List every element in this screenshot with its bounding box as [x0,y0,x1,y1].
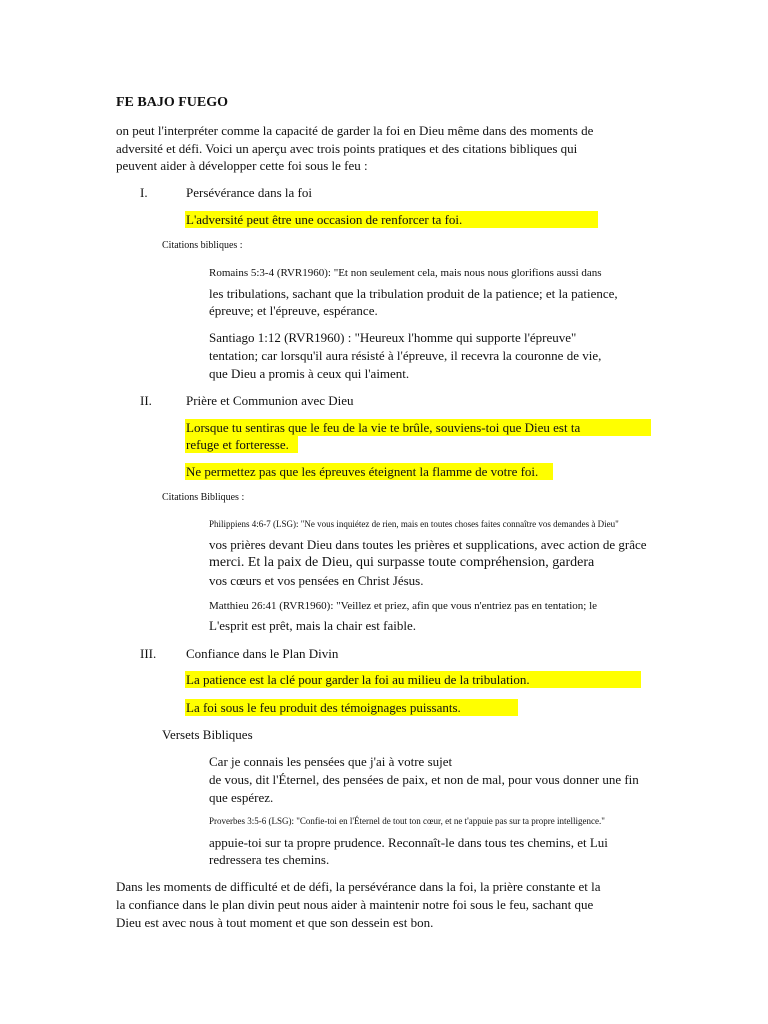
section-1-citations-label: Citations bibliques : [162,240,243,251]
section-2-numeral: II. [140,393,152,408]
section-1-verse-2-line-1: Santiago 1:12 (RVR1960) : "Heureux l'homme qui supporte l'épreuve" [209,330,577,345]
section-3-numeral: III. [140,646,157,661]
section-3-verse-2-line-1: Proverbes 3:5-6 (LSG): "Confie-toi en l'Éternel de tout ton cœur, et ne t'appuie pas sur ta propre intelligence." [209,816,605,826]
section-1-numeral: I. [140,185,148,200]
section-1-highlight-1: L'adversité peut être une occasion de renforcer ta foi. [186,212,463,227]
section-1-verse-2-line-3: que Dieu a promis à ceux qui l'aiment. [209,366,410,381]
section-2-verse-1-line-3: merci. Et la paix de Dieu, qui surpasse toute compréhension, gardera [209,555,595,570]
conclusion-line-3: Dieu est avec nous à tout moment et que son dessein est bon. [116,915,434,930]
section-1-verse-2-line-2: tentation; car lorsqu'il aura résisté à l'épreuve, il recevra la couronne de vie, [209,348,602,363]
section-1-heading: Persévérance dans la foi [186,185,312,200]
section-3-verse-2-line-2: appuie-toi sur ta propre prudence. Reconnaît-le dans tous tes chemins, et Lui [209,835,608,850]
section-3-highlight-1: La patience est la clé pour garder la foi au milieu de la tribulation. [186,672,530,687]
intro-line-2: adversité et défi. Voici un aperçu avec trois points pratiques et des citations bibliques qui [116,141,578,156]
section-2-highlight-1-line-1: Lorsque tu sentiras que le feu de la vie te brûle, souviens-toi que Dieu est ta [186,420,581,435]
section-3-verse-1-line-1: Car je connais les pensées que j'ai à votre sujet [209,754,453,769]
section-2-verse-1-line-4: vos cœurs et vos pensées en Christ Jésus. [209,573,424,588]
section-2-verse-1-line-1: Philippiens 4:6-7 (LSG): "Ne vous inquiétez de rien, mais en toutes choses faites connaître vos demandes à Dieu" [209,519,619,529]
section-2-highlight-1-line-2: refuge et forteresse. [186,437,289,452]
section-3-heading: Confiance dans le Plan Divin [186,646,339,661]
section-2-highlight-2: Ne permettez pas que les épreuves éteignent la flamme de votre foi. [186,464,539,479]
section-2-verse-2-line-2: L'esprit est prêt, mais la chair est faible. [209,618,417,633]
conclusion-line-2: la confiance dans le plan divin peut nous aider à maintenir notre foi sous le feu, sachant que [116,897,594,912]
intro-line-3: peuvent aider à développer cette foi sous le feu : [116,158,368,173]
section-2-heading: Prière et Communion avec Dieu [186,393,354,408]
section-1-verse-1-line-1: Romains 5:3-4 (RVR1960): "Et non seulement cela, mais nous nous glorifions aussi dans [209,267,602,279]
conclusion-line-1: Dans les moments de difficulté et de défi, la persévérance dans la foi, la prière constante et la [116,879,601,894]
section-2-citations-label: Citations Bibliques : [162,492,245,503]
section-2-verse-1-line-2: vos prières devant Dieu dans toutes les prières et supplications, avec action de grâce [209,537,647,552]
section-3-citations-label: Versets Bibliques [162,727,253,742]
section-3-highlight-2: La foi sous le feu produit des témoignages puissants. [186,700,461,715]
section-1-verse-1-line-2: les tribulations, sachant que la tribulation produit de la patience; et la patience, [209,286,618,301]
document-title: FE BAJO FUEGO [116,95,229,110]
section-1-verse-1-line-3: épreuve; et l'épreuve, espérance. [209,303,378,318]
section-3-verse-1-line-2: de vous, dit l'Éternel, des pensées de paix, et non de mal, pour vous donner une fin [209,772,639,787]
section-2-verse-2-line-1: Matthieu 26:41 (RVR1960): "Veillez et priez, afin que vous n'entriez pas en tentation; le [209,600,598,612]
intro-line-1: on peut l'interpréter comme la capacité de garder la foi en Dieu même dans des moments de [116,123,594,138]
section-3-verse-2-line-3: redressera tes chemins. [209,852,330,867]
section-3-verse-1-line-3: que espérez. [209,790,274,805]
